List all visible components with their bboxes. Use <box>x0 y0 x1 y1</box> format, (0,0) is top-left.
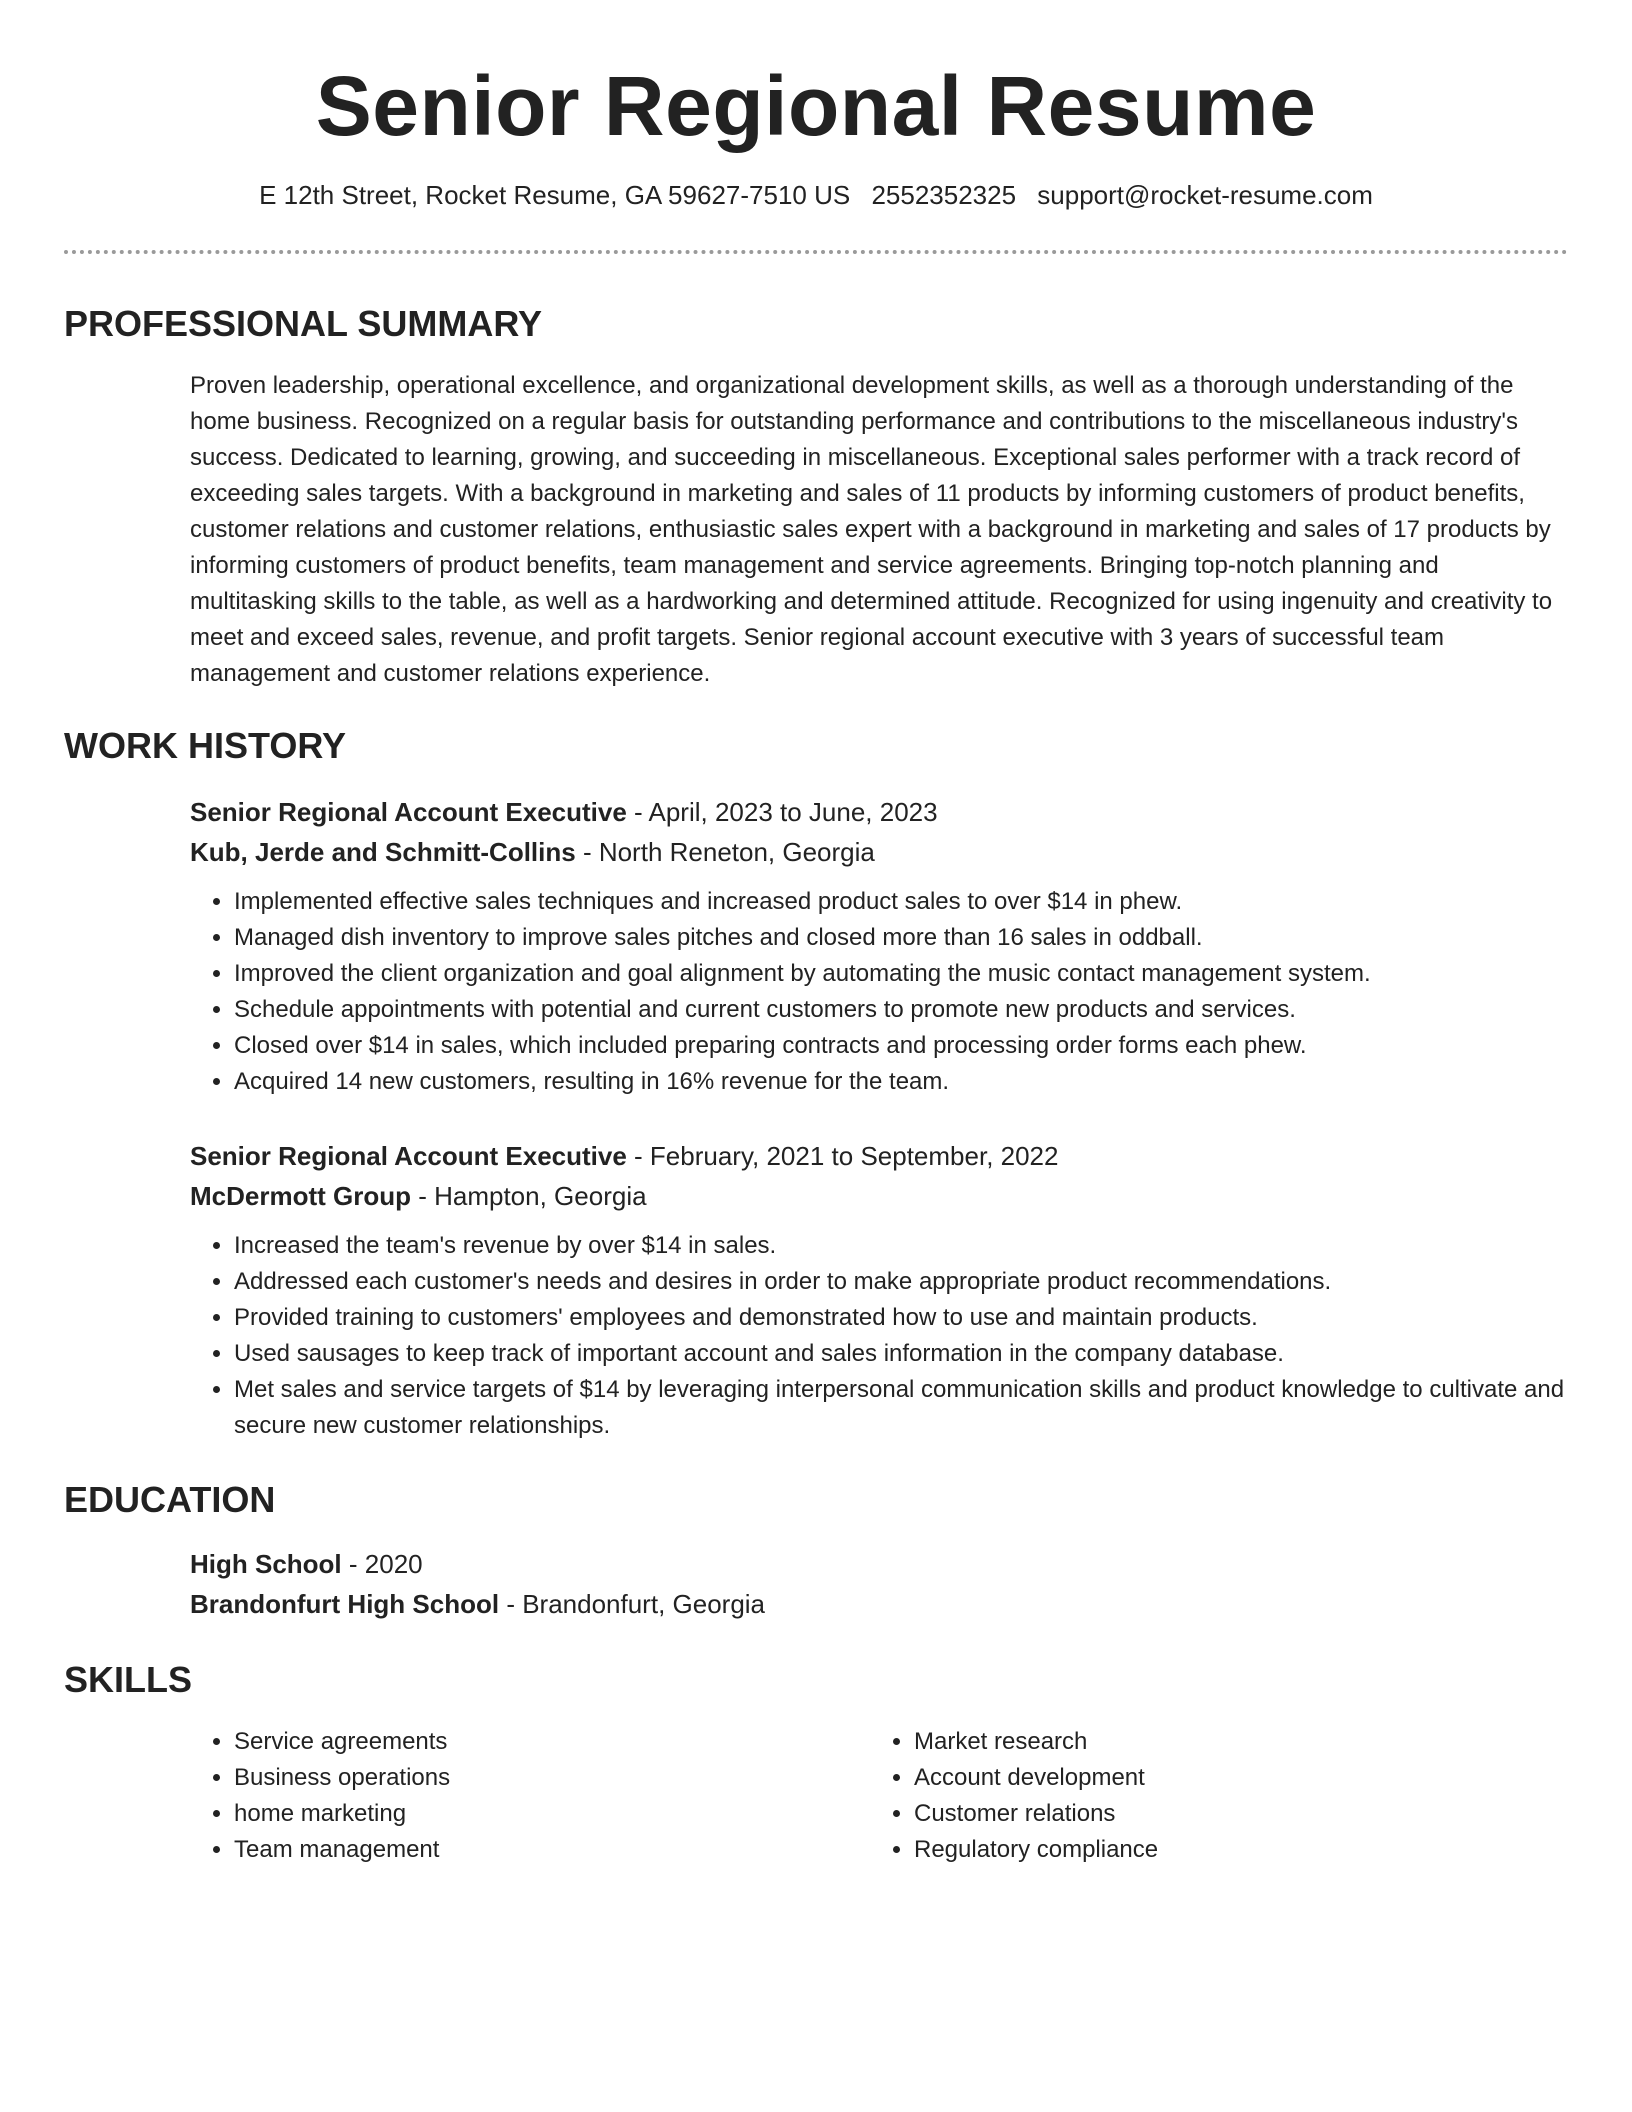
job-company: McDermott Group <box>190 1181 411 1211</box>
skill-item: • Business operations <box>234 1760 870 1796</box>
job-title-line <box>190 792 1568 832</box>
skills-columns <box>190 1724 1568 1868</box>
job-company-line <box>190 832 1568 872</box>
education-school-line <box>190 1584 1568 1624</box>
contact-email: support@rocket-resume.com <box>1037 180 1373 210</box>
summary-text: Proven leadership, operational excellence, and organizational development skills, as well as a thorough understanding of the home business. Recognized on a regular basis for outstanding performance and contributions to the miscellaneous industry's success. Dedicated to learning, growing, and succeeding in miscellaneous. Exceptional sales performer with a track record of exceeding sales targets. With a background in marketing and sales of 11 products by informing customers of product benefits, customer relations and customer relations, enthusiastic sales expert with a background in marketing and sales of 17 products by informing customers of product benefits, team management and service agreements. Bringing top-notch planning and multitasking skills to the table, as well as a hardworking and determined attitude. Recognized for using ingenuity and creativity to meet and exceed sales, revenue, and profit targets. Senior regional account executive with 3 years of successful team management and customer relations experience. <box>190 372 1553 687</box>
contact-phone: 2552352325 <box>871 180 1017 210</box>
skill-item: • Regulatory compliance <box>914 1832 1550 1868</box>
education-location: - Brandonfurt, Georgia <box>499 1589 766 1619</box>
job-entry <box>190 792 1568 1100</box>
resume-name: Senior Regional Resume <box>315 59 1317 153</box>
list-item: • Schedule appointments with potential and current customers to promote new products and services. <box>234 992 1568 1028</box>
skill-item: • Team management <box>234 1832 870 1868</box>
skills-list-right <box>870 1724 1550 1868</box>
list-item: • Increased the team's revenue by over $14 in sales. <box>234 1228 1568 1264</box>
list-item: • Met sales and service targets of $14 by leveraging interpersonal communication skills and product knowledge to cultivate and secure new customer relationships. <box>234 1372 1568 1444</box>
list-item: • Provided training to customers' employees and demonstrated how to use and maintain products. <box>234 1300 1568 1336</box>
education-entry <box>190 1544 1568 1624</box>
list-item: • Closed over $14 in sales, which included preparing contracts and processing order forms each phew. <box>234 1028 1568 1064</box>
education-year: - 2020 <box>341 1549 423 1579</box>
job-bullets <box>190 1228 1568 1444</box>
job-location: - North Reneton, Georgia <box>575 837 875 867</box>
skill-item: • Account development <box>914 1760 1550 1796</box>
list-item: • Improved the client organization and goal alignment by automating the music contact management system. <box>234 956 1568 992</box>
job-role: Senior Regional Account Executive <box>190 797 627 827</box>
skills-list-left <box>190 1724 870 1868</box>
job-dates: - April, 2023 to June, 2023 <box>626 797 938 827</box>
job-company-line <box>190 1176 1568 1216</box>
resume-header <box>64 0 1568 212</box>
list-item: • Acquired 14 new customers, resulting in 16% revenue for the team. <box>234 1064 1568 1100</box>
list-item: • Addressed each customer's needs and desires in order to make appropriate product recommendations. <box>234 1264 1568 1300</box>
skill-item: • Market research <box>914 1724 1550 1760</box>
list-item: • Implemented effective sales techniques and increased product sales to over $14 in phew. <box>234 884 1568 920</box>
header-divider <box>64 250 1568 254</box>
job-company: Kub, Jerde and Schmitt-Collins <box>190 837 576 867</box>
job-role: Senior Regional Account Executive <box>190 1141 627 1171</box>
skills-heading: SKILLS <box>64 1659 193 1700</box>
job-dates: - February, 2021 to September, 2022 <box>626 1141 1059 1171</box>
skill-item: • Service agreements <box>234 1724 870 1760</box>
job-location: - Hampton, Georgia <box>411 1181 647 1211</box>
education-school: Brandonfurt High School <box>190 1589 500 1619</box>
education-degree: High School <box>190 1549 342 1579</box>
skill-item: • Customer relations <box>914 1796 1550 1832</box>
list-item: • Used sausages to keep track of important account and sales information in the company database. <box>234 1336 1568 1372</box>
job-title-line <box>190 1136 1568 1176</box>
contact-address: E 12th Street, Rocket Resume, GA 59627-7510 US <box>259 180 851 210</box>
contact-line <box>64 178 1568 212</box>
education-heading: EDUCATION <box>64 1479 276 1520</box>
skill-item: • home marketing <box>234 1796 870 1832</box>
job-entry <box>190 1136 1568 1444</box>
work-history-heading: WORK HISTORY <box>64 725 347 766</box>
job-bullets <box>190 884 1568 1100</box>
summary-heading: PROFESSIONAL SUMMARY <box>64 303 543 344</box>
list-item: • Managed dish inventory to improve sales pitches and closed more than 16 sales in oddball. <box>234 920 1568 956</box>
education-degree-line <box>190 1544 1568 1584</box>
